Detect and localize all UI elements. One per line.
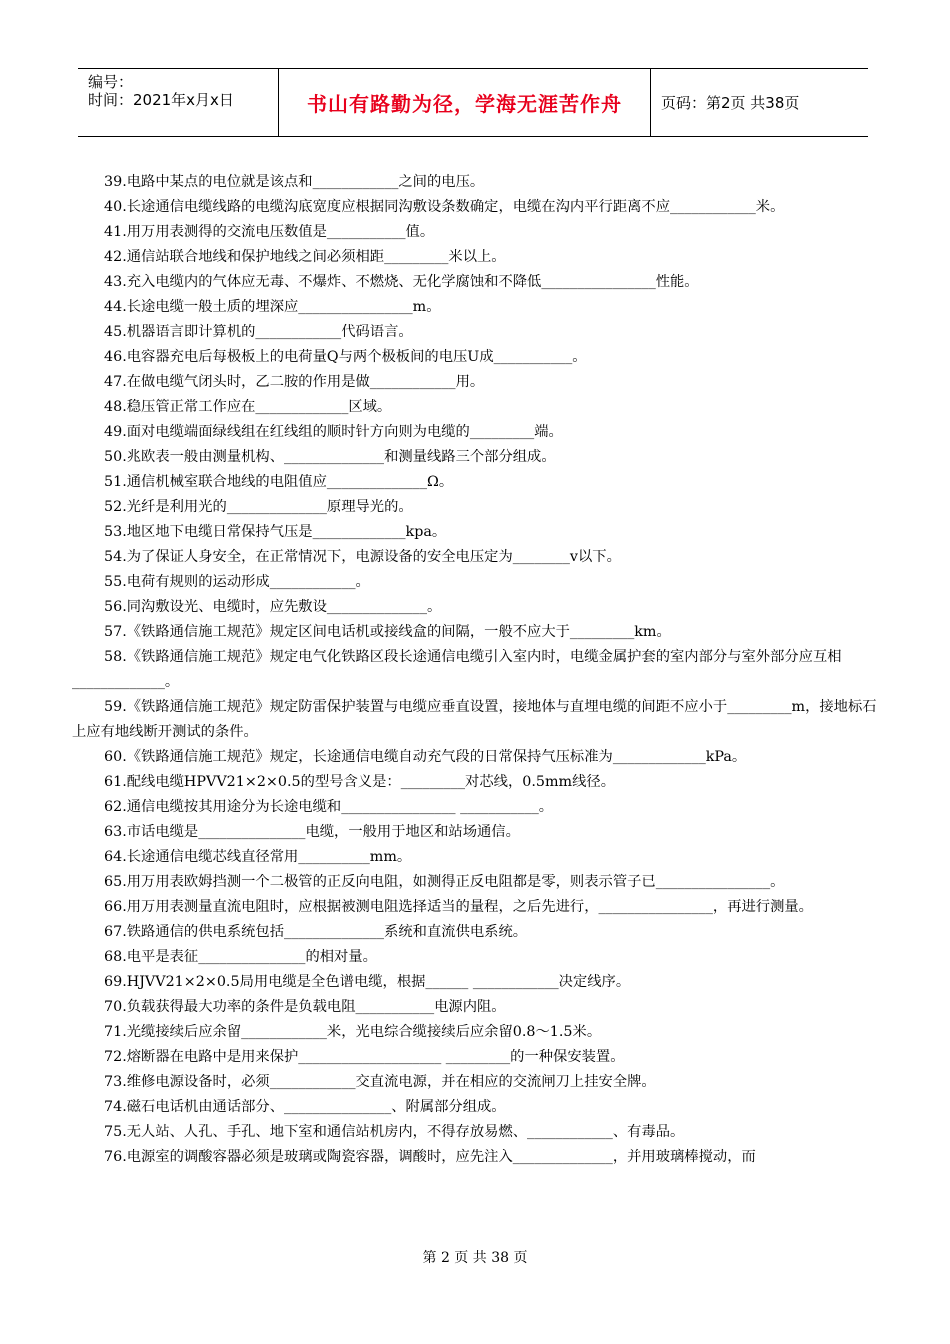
- header-page-info: 页码：第2页 共38页: [661, 94, 800, 112]
- page-header: [78, 68, 868, 137]
- question-item: 55.电荷有规则的运动形成____________。: [104, 574, 370, 590]
- question-item: 74.磁石电话机由通话部分、_______________、附属部分组成。: [104, 1099, 506, 1115]
- question-list: [72, 170, 880, 1170]
- question-item: 45.机器语言即计算机的____________代码语言。: [104, 324, 413, 340]
- question-item: 56.同沟敷设光、电缆时，应先敷设______________。: [104, 599, 442, 615]
- question-item: 76.电源室的调酸容器必须是玻璃或陶瓷容器，调酸时，应先注入______________，并用玻璃棒搅动，而: [104, 1149, 756, 1165]
- document-date: 时间：2021年x月x日: [88, 91, 234, 109]
- question-item: 71.光缆接续后应余留____________米，光电综合缆接续后应余留0.8～1.5米。: [104, 1024, 602, 1040]
- question-item: 58.《铁路通信施工规范》规定电气化铁路区段长途通信电缆引入室内时，电缆金属护套的室内部分与室外部分应互相_____________。: [72, 649, 842, 690]
- question-item: 67.铁路通信的供电系统包括______________系统和直流供电系统。: [104, 924, 528, 940]
- question-item: 49.面对电缆端面绿线组在红线组的顺时针方向则为电缆的_________端。: [104, 424, 563, 440]
- question-item: 48.稳压管正常工作应在_____________区域。: [104, 399, 392, 415]
- question-item: 53.地区地下电缆日常保持气压是_____________kpa。: [104, 524, 447, 540]
- question-item: 43.充入电缆内的气体应无毒、不爆炸、不燃烧、无化学腐蚀和不降低________________性能。: [104, 274, 699, 290]
- question-item: 52.光纤是利用光的______________原理导光的。: [104, 499, 413, 515]
- question-item: 64.长途通信电缆芯线直径常用__________mm。: [104, 849, 412, 865]
- question-item: 70.负载获得最大功率的条件是负载电阻___________电源内阻。: [104, 999, 506, 1015]
- question-item: 41.用万用表测得的交流电压数值是___________值。: [104, 224, 435, 240]
- header-motto: 书山有路勤为径，学海无涯苦作舟: [279, 69, 651, 136]
- question-item: 42.通信站联合地线和保护地线之间必须相距_________米以上。: [104, 249, 506, 265]
- question-item: 40.长途通信电缆线路的电缆沟底宽度应根据同沟敷设条数确定，电缆在沟内平行距离不应____________米。: [104, 199, 785, 215]
- question-item: 54.为了保证人身安全，在正常情况下，电源设备的安全电压定为________v以下。: [104, 549, 621, 565]
- question-item: 75.无人站、人孔、手孔、地下室和通信站机房内，不得存放易燃、____________、有毒品。: [104, 1124, 685, 1140]
- document-number-label: 编号：: [88, 73, 134, 91]
- question-item: 72.熔断器在电路中是用来保护____________________ _________的一种保安装置。: [104, 1049, 625, 1065]
- question-item: 60.《铁路通信施工规范》规定，长途通信电缆自动充气段的日常保持气压标准为_____________kPa。: [104, 749, 747, 765]
- question-item: 39.电路中某点的电位就是该点和____________之间的电压。: [104, 174, 485, 190]
- question-item: 62.通信电缆按其用途分为长途电缆和________________ ___________。: [104, 799, 554, 815]
- question-item: 68.电平是表征_______________的相对量。: [104, 949, 377, 965]
- question-item: 51.通信机械室联合地线的电阻值应______________Ω。: [104, 474, 454, 490]
- question-item: 57.《铁路通信施工规范》规定区间电话机或接线盒的间隔，一般不应大于_________km。: [104, 624, 671, 640]
- question-item: 59.《铁路通信施工规范》规定防雷保护装置与电缆应垂直设置，接地体与直埋电缆的间距不应小于_________m，接地标石上应有地线断开测试的条件。: [72, 699, 877, 740]
- page-footer: 第 2 页 共 38 页: [422, 1250, 528, 1266]
- question-item: 65.用万用表欧姆挡测一个二极管的正反向电阻，如测得正反电阻都是零，则表示管子已________________。: [104, 874, 785, 890]
- question-item: 61.配线电缆HPVV21×2×0.5的型号含义是：_________对芯线，0.5mm线径。: [104, 774, 615, 790]
- question-item: 63.市话电缆是_______________电缆，一般用于地区和站场通信。: [104, 824, 520, 840]
- question-item: 47.在做电缆气闭头时，乙二胺的作用是做____________用。: [104, 374, 485, 390]
- question-item: 46.电容器充电后每极板上的电荷量Q与两个极板间的电压U成___________。: [104, 349, 587, 365]
- question-item: 66.用万用表测量直流电阻时，应根据被测电阻选择适当的量程，之后先进行，________________，再进行测量。: [104, 899, 813, 915]
- question-item: 73.维修电源设备时，必须____________交直流电源，并在相应的交流闸刀上挂安全牌。: [104, 1074, 656, 1090]
- question-item: 50.兆欧表一般由测量机构、______________和测量线路三个部分组成。: [104, 449, 556, 465]
- question-item: 44.长途电缆一般土质的埋深应________________m。: [104, 299, 441, 315]
- header-meta: [78, 69, 279, 136]
- question-item: 69.HJVV21×2×0.5局用电缆是全色谱电缆，根据______ ____________决定线序。: [104, 974, 631, 990]
